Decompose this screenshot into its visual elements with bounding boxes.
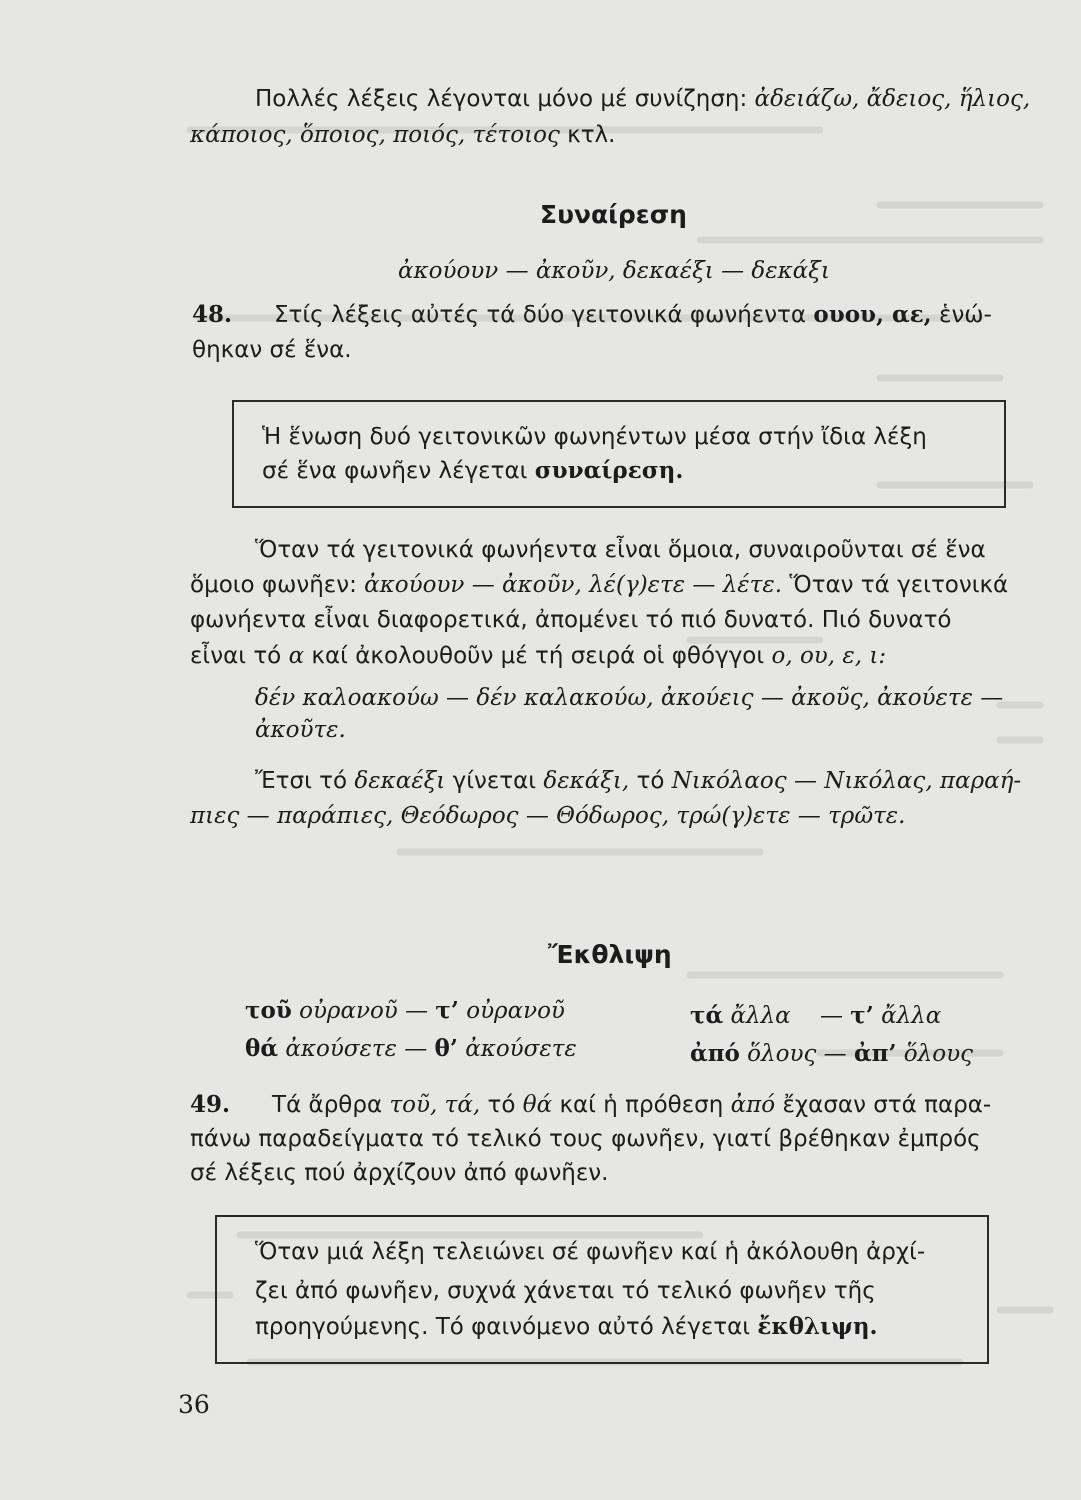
intro-line-1: Πολλές λέξεις λέγονται μόνο μέ συνίζηση: ἀδειάζω, ἄδειος, ἥλιος,	[255, 86, 1031, 112]
explanation-line-5: δέν καλοακούω — δέν καλακούω, ἀκούεις — ἀκοῦς, ἀκούετε —	[255, 685, 1004, 711]
section-heading-synairesi: Συναίρεση	[540, 200, 687, 229]
rule-box-ekthlipsi-line-2: ζει ἀπό φωνῆεν, συχνά χάνεται τό τελικό φωνῆεν τῆς	[255, 1278, 876, 1304]
ekthlipsi-example-1: τοῦ οὐρανοῦ — τ’ οὐρανοῦ	[245, 997, 565, 1024]
paragraph-49-line-2: πάνω παραδείγματα τό τελικό τους φωνῆεν, γιατί βρέθηκαν ἐμπρός	[190, 1126, 981, 1152]
ekthlipsi-example-4: ἀπό ὅλους — ἀπ’ ὅλους	[690, 1040, 973, 1067]
ekthlipsi-example-2: θά ἀκούσετε — θ’ ἀκούσετε	[245, 1035, 577, 1062]
synairesi-examples: ἀκούουν — ἀκοῦν, δεκαέξι — δεκάξι	[398, 258, 830, 284]
rule-box-ekthlipsi-line-1: Ὅταν μιά λέξη τελειώνει σέ φωνῆεν καί ἡ ἀκόλουθη ἀρχί-	[255, 1239, 926, 1265]
paragraph-49-line-1: 49. Τά ἄρθρα τοῦ, τά, τό θά καί ἡ πρόθεση ἀπό ἔχασαν στά παρα-	[190, 1091, 992, 1118]
explanation-line-7: Ἔτσι τό δεκαέξι γίνεται δεκάξι, τό Νικόλαος — Νικόλας, παραή-	[255, 768, 1022, 794]
explanation-line-4: εἶναι τό α καί ἀκολουθοῦν μέ τή σειρά οἱ φθόγγοι ο, ου, ε, ι:	[190, 643, 887, 669]
explanation-line-3: φωνήεντα εἶναι διαφορετικά, ἀπομένει τό πιό δυνατό. Πιό δυνατό	[190, 607, 952, 633]
explanation-line-2: ὅμοιο φωνῆεν: ἀκούουν — ἀκοῦν, λέ(γ)ετε — λέτε. Ὅταν τά γειτονικά	[190, 572, 1009, 598]
rule-box-synairesi-line-2: σέ ἕνα φωνῆεν λέγεται συναίρεση.	[262, 457, 684, 484]
ekthlipsi-example-3: τά ἄλλα — τ’ ἄλλα	[690, 1002, 942, 1029]
rule-box-synairesi-line-1: Ἡ ἕνωση δυό γειτονικῶν φωνηέντων μέσα στήν ἴδια λέξη	[262, 424, 927, 450]
paragraph-48-line-2: θηκαν σέ ἕνα.	[192, 337, 352, 363]
rule-box-synairesi	[232, 400, 1006, 508]
explanation-line-6: ἀκοῦτε.	[255, 717, 346, 743]
intro-line-2: κάποιος, ὅποιος, ποιός, τέτοιος κτλ.	[190, 122, 616, 148]
rule-box-ekthlipsi-line-3: προηγούμενης. Τό φαινόμενο αὐτό λέγεται ἔκθλιψη.	[255, 1313, 878, 1340]
section-heading-ekthlipsi: Ἔκθλιψη	[548, 940, 672, 969]
page-number: 36	[178, 1390, 210, 1419]
explanation-line-8: πιες — παράπιες, Θεόδωρος — Θόδωρος, τρώ(γ)ετε — τρῶτε.	[190, 803, 906, 829]
paragraph-49-line-3: σέ λέξεις πού ἀρχίζουν ἀπό φωνῆεν.	[190, 1160, 609, 1186]
paragraph-48-line-1: 48. Στίς λέξεις αὐτές τά δύο γειτονικά φωνήεντα ουου, αε, ἑνώ-	[192, 301, 992, 328]
explanation-line-1: Ὅταν τά γειτονικά φωνήεντα εἶναι ὅμοια, συναιροῦνται σέ ἕνα	[255, 537, 986, 563]
